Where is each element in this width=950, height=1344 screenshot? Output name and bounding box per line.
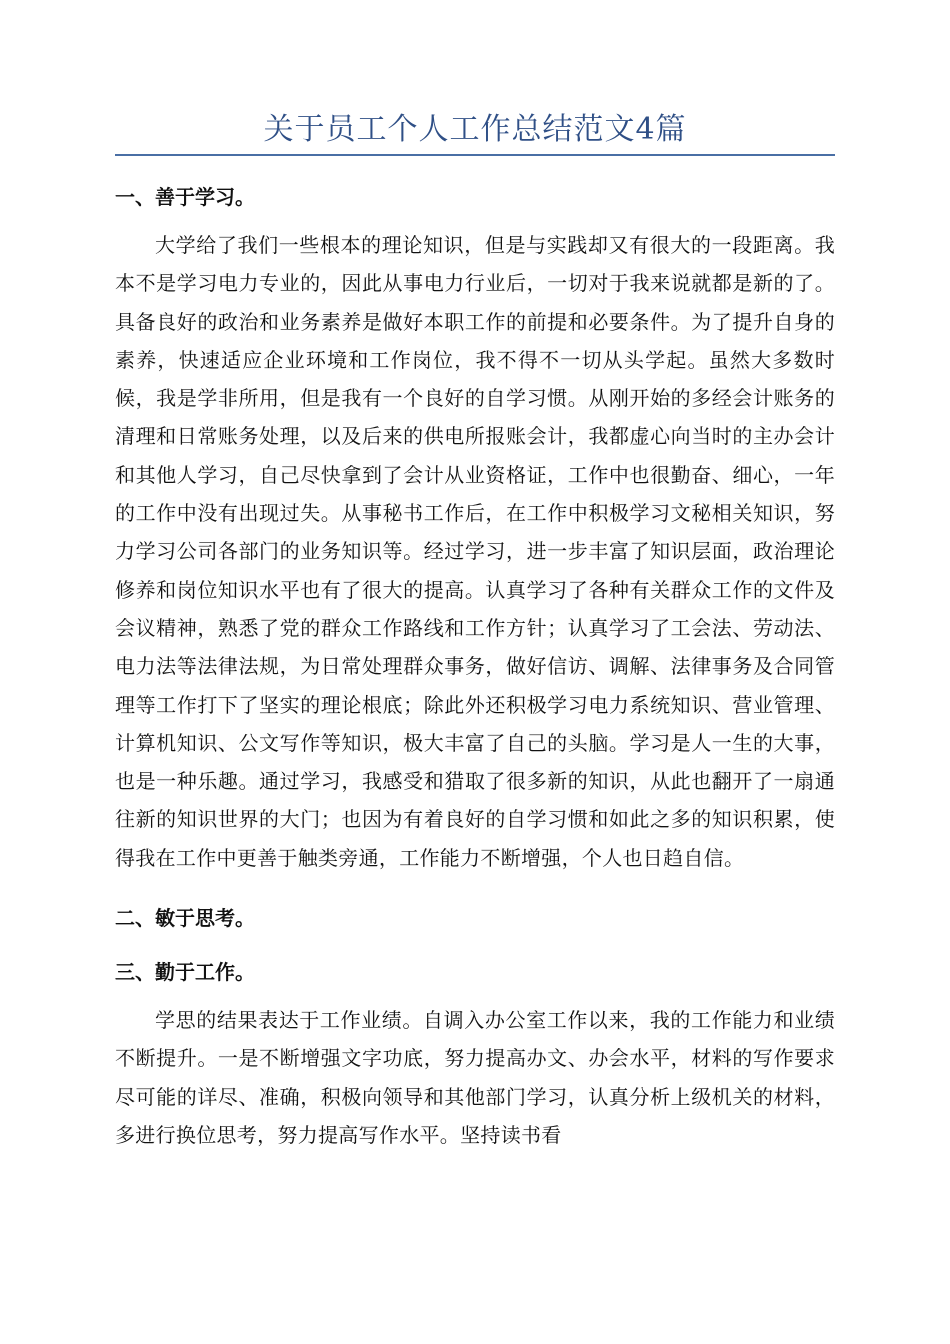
document-title: 关于员工个人工作总结范文4篇 [263,112,687,147]
section-heading-learning: 一、善于学习。 [115,185,255,209]
section-heading-working: 三、勤于工作。 [115,960,255,985]
section-paragraph-working: 学思的结果表达于工作业绩。自调入办公室工作以来，我的工作能力和业绩不断提升。一是不断增强文字功底，努力提高办文、办会水平，材料的写作要求尽可能的详尽、准确，积极向领导和其他部门学习，认真分析上级机关的材料，多进行换位思考，努力提高写作水平。坚持读书看 [115,1008,835,1147]
section-heading-thinking: 二、敏于思考。 [115,906,255,931]
section-paragraph-learning: 大学给了我们一些根本的理论知识，但是与实践却又有很大的一段距离。我本不是学习电力专业的，因此从事电力行业后，一切对于我来说就都是新的了。具备良好的政治和业务素养是做好本职工作的前提和必要条件。为了提升自身的素养，快速适应企业环境和工作岗位，我不得不一切从头学起。虽然大多数时候，我是学非所用，但是我有一个良好的自学习惯。从刚开始的多经会计账务的清理和日常账务处理，以及后来的供电所报账会计，我都虚心向当时的主办会计和其他人学习，自己尽快拿到了会计从业资格证，工作中也很勤奋、细心，一年的工作中没有出现过失。从事秘书工作后，在工作中积极学习文秘相关知识，努力学习公司各部门的业务知识等。经过学习，进一步丰富了知识层面，政治理论修养和岗位知识水平也有了很大的提高。认真学习了各种有关群众工作的文件及会议精神，熟悉了党的群众工作路线和工作方针；认真学习了工会法、劳动法、电力法等法律法规，为日常处理群众事务，做好信访、调解、法律事务及合同管理等工作打下了坚实的理论根底；除此外还积极学习电力系统知识、营业管理、计算机知识、公文写作等知识，极大丰富了自己的头脑。学习是人一生的大事，也是一种乐趣。通过学习，我感受和猎取了很多新的知识，从此也翻开了一扇通往新的知识世界的大门；也因为有着良好的自学习惯和如此之多的知识积累，使得我在工作中更善于触类旁通，工作能力不断增强，个人也日趋自信。 [115,233,835,870]
document-page [115,108,835,1308]
title-underline [115,154,835,156]
